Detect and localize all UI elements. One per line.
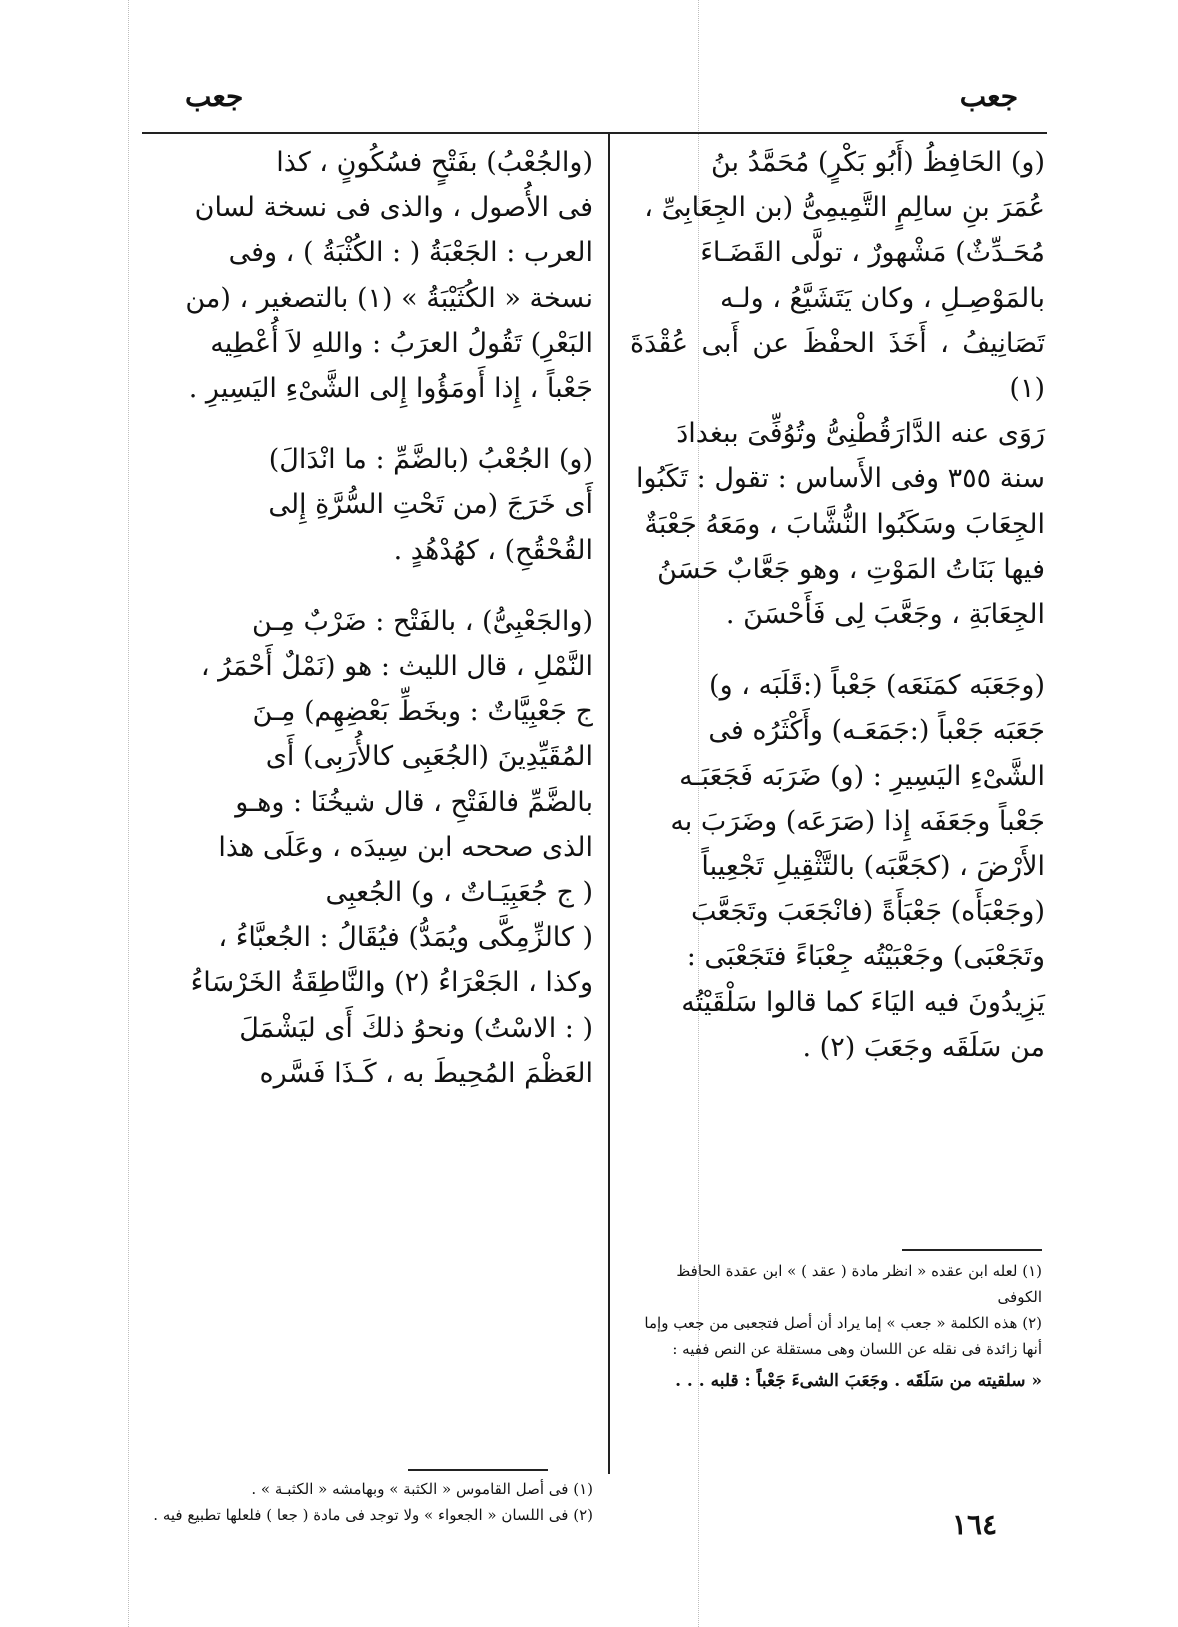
text-line: (والجُعْبُ) بفَتْحٍ فسُكُونٍ ، كذا [276, 147, 593, 178]
text-line: ( ج جُعَبِيَـاتٌ ، و) الجُعبِى [325, 877, 593, 909]
text-line: ( كالزِّمِكَّى ويُمَدُّ) فيُقَالُ : الجُعبَّاءُ ، [218, 922, 593, 954]
running-head-left: جعب [185, 80, 244, 113]
text-line: النَّمْلِ ، قال الليث : هو (نَمْلٌ أَحْمَرُ ، [200, 651, 593, 683]
footnote-rule-right [902, 1249, 1042, 1251]
entry-hafiz [630, 140, 1045, 637]
text-line: بالمَوْصِـلِ ، وكان يَتَشَيَّعُ ، ولـه [719, 282, 1045, 314]
entry-jaab [138, 140, 593, 411]
text-line: ( : الاسْتُ) ونحوُ ذلكَ أَى ليَشْمَلَ [239, 1012, 593, 1044]
text-line: جَعَبَه جَعْباً (:جَمَعَـه) وأَكْثَرُه فى [708, 715, 1045, 747]
text-line: سنة ٣٥٥ وفى الأَساس : تقول : تَكَبُوا [636, 463, 1045, 495]
text-line: (و) الجُعْبُ (بالضَّمِّ : ما انْدَالَ) [268, 444, 593, 476]
footnote-rule-left [408, 1469, 548, 1471]
entry-juub [138, 437, 593, 573]
text-line: (والجَعْبِىُّ) ، بالفَتْح : ضَرْبٌ مِـن [251, 605, 593, 637]
text-line: فيها بَنَاتُ المَوْتِ ، وهو جَعَّابٌ حَسَنُ [657, 553, 1045, 585]
left-column [138, 140, 593, 1096]
text-line: عُمَرَ بنِ سالِمٍ التَّمِيمِىُّ (بن الجِعَابِىِّ ، [644, 192, 1045, 224]
text-line: العرب : الجَعْبَةُ ( : الكُثْبَةُ ) ، وفى [228, 237, 593, 269]
footnotes-left [138, 1476, 593, 1528]
footnotes-right [630, 1258, 1042, 1394]
text-line: رَوَى عنه الدَّارَقُطْنِىُّ وتُوُفِّىَ ببغدادَ [676, 418, 1045, 450]
text-line: الأَرْضَ ، (كجَعَّبَه) بالتَّثْقِيلِ تَجْعِيباً [701, 851, 1045, 883]
text-line: (وجَعْبَأَه) جَعْبَأَةً (فانْجَعَبَ وتَجَعَّبَ [691, 896, 1045, 928]
text-line: فى الأُصول ، والذى فى نسخة لسان [194, 192, 593, 224]
footnote: (٢) هذه الكلمة « جعب » إما يراد أن أصل فتجعبى من جعب وإما أنها زائدة فى نقله عن اللسان وهى مستقلة عن النص ففيه : [644, 1314, 1042, 1358]
text-line: تَصَانِيفُ ، أَخَذَ الحفْظَ عن أَبى عُقْدَةَ (١) [630, 327, 1045, 405]
footnote: (١) فى أصل القاموس « الكثبة » وبهامشه « الكثبـة » . [251, 1480, 593, 1498]
text-line: بالضَّمِّ فالفَتْحِ ، قال شيخُنَا : وهـو [235, 786, 593, 818]
entry-jaabahu [630, 663, 1045, 1070]
text-line: الذى صححه ابن سِيدَه ، وعَلَى هذا [218, 831, 593, 863]
text-line: نسخة « الكُثَيْبَةُ » (١) بالتصغير ، (من [185, 282, 593, 314]
text-line: جَعْباً ، إِذا أَومَؤُوا إِلى الشَّىْءِ اليَسِيرِ . [188, 373, 593, 405]
text-line: الشَّىْءِ اليَسِيرِ : (و) ضَرَبَه فَجَعَبَـه [679, 760, 1045, 792]
text-line: (و) الحَافِظُ (أَبُو بَكْرٍ) مُحَمَّدُ بنُ [710, 147, 1045, 178]
text-line: وتَجَعْبَى) وجَعْبَيْتُه جِعْبَاءً فتَجَعْبَى : [686, 941, 1045, 973]
text-line: البَعْرِ) تَقُولُ العرَبُ : واللهِ لاَ أُعْطِيه [210, 327, 593, 359]
text-line: يَزِيدُونَ فيه اليَاءَ كما قالوا سَلْقَيْتُه [681, 986, 1045, 1018]
text-line: (وجَعَبَه كمَنَعَه) جَعْباً (:قَلَبَه ، و) [709, 670, 1045, 702]
footnote: (٢) فى اللسان « الجعواء » ولا توجد فى مادة ( جعا ) فلعلها تطبيع فيه . [153, 1506, 593, 1524]
text-line: الجِعَابَةِ ، وجَعَّبَ لِى فَأَحْسَنَ . [725, 599, 1045, 631]
text-line: من سَلَقَه وجَعَبَ (٢) . [802, 1031, 1045, 1063]
text-line: العَظْمَ المُحِيطَ به ، كَـذَا فَسَّره [259, 1057, 593, 1089]
text-line: الجِعَابَ وسَكَبُوا النُّشَّابَ ، ومَعَهُ جَعْبَةٌ [644, 508, 1045, 540]
text-line: القُحْقُحِ) ، كهُدْهُدٍ . [393, 534, 593, 566]
column-divider [608, 134, 610, 1474]
text-line: جَعْباً وجَعَفَه إِذا (صَرَعَه) وضَرَبَ به [670, 805, 1045, 837]
text-line: المُقَيِّدِينَ (الجُعَبِى كالأُرَبِى) أَى [265, 741, 593, 773]
text-line: وكذا ، الجَعْرَاءُ (٢) والنَّاطِقَةُ الخَرْسَاءُ [190, 967, 593, 999]
text-line: أَى خَرَجَ (من تَحْتِ السُّرَّةِ إِلى [268, 489, 593, 521]
right-column [630, 140, 1045, 1070]
footnote: (١) لعله ابن عقده « انظر مادة ( عقد ) » ابن عقدة الحافظ الكوفى [676, 1262, 1042, 1306]
entry-jaabi [138, 599, 593, 1096]
header-rule [142, 132, 1047, 134]
page-number: ١٦٤ [952, 1508, 998, 1541]
running-head-right: جعب [959, 80, 1018, 113]
text-line: ج جَعْبِيَّاتٌ : وبخَطِّ بَعْضِهِم) مِـنَ [252, 696, 593, 728]
footnote-quote: « سلقيته من سَلَقَه . وجَعَبَ الشىءَ جَعْباً : قلبه . . . [675, 1371, 1042, 1391]
scan-guide-line [128, 0, 129, 1627]
text-line: مُحَـدِّثٌ) مَشْهورٌ ، تولَّى القَضَـاءَ [700, 237, 1045, 269]
